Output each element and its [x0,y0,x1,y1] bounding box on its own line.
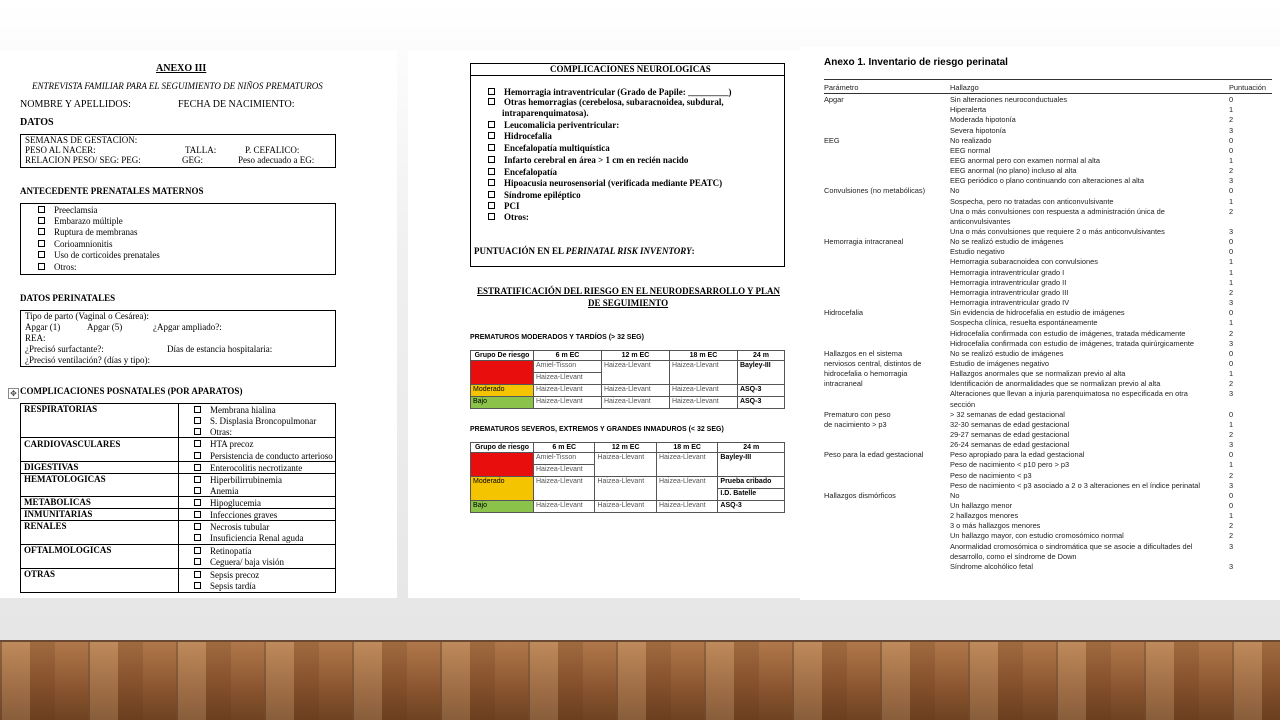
finding-cell: EEG anormal (no plano) incluso al alta [950,166,1077,175]
score-cell: 0 [1229,135,1234,145]
score-cell: 2 [1229,470,1234,480]
parameter-cell: hidrocefalia o hemorragia [824,369,908,379]
group-moderado: Moderado [471,477,534,501]
finding-cell: 32-30 semanas de edad gestacional [950,419,1070,429]
col-puntuacion: Puntuación [1229,83,1266,92]
table1-caption: PREMATUROS MODERADOS Y TARDÍOS (> 32 SEG) [470,334,644,341]
parameter-cell: intracraneal [824,379,863,389]
score-cell: 0 [1229,308,1234,318]
finding-cell: No realizado [950,135,992,145]
table2-caption: PREMATUROS SEVEROS, EXTREMOS Y GRANDES INMADUROS (< 32 SEG) [470,426,724,433]
group-bajo: Bajo [471,397,534,409]
parameter-cell: Hallazgos en el sistema [824,348,903,358]
group-alto: Alto [471,453,534,477]
finding-cell: > 32 semanas de edad gestacional [950,409,1065,419]
page1-subtitle: ENTREVISTA FAMILIAR PARA EL SEGUIMIENTO DE NIÑOS PREMATUROS [32,81,323,91]
score-cell: 3 [1229,561,1234,571]
finding-cell: No se realizó estudio de imágenes [950,237,1064,247]
score-cell: 1 [1229,419,1234,429]
score-cell: 1 [1229,511,1234,521]
score-cell: 2 [1229,115,1234,125]
score-cell: 3 [1229,480,1234,490]
parameter-cell: Hallazgos dismórficos [824,490,896,500]
finding-cell: Hemorragia intraventricular grado IV [950,298,1070,307]
wood-floor [0,642,1280,720]
finding-cell: 3 o más hallazgos menores [950,521,1041,531]
prenatal-item: Preeclamsia [38,205,97,215]
parameter-cell: Hidrocefalia [824,308,864,318]
finding-cell: EEG periódico o plano continuando con alteraciones al alta [950,176,1144,186]
score-cell: 2 [1229,287,1234,297]
finding-cell: Identificación de anormalidades que se normalizan previo al alta [950,379,1161,389]
risk-table-moderate-late: Grupo De riesgo 6 m EC 12 m EC 18 m EC 24 m Alto Amiel-Tisson Haizea-Llevant Haizea-Llevant Bayley-III Haizea-Llevant Moderado Haizea-Llevant Haizea-Llevant Haizea-Llevant ASQ-3 Bajo Haizea-Llevant Haizea-Llevant Haizea-Llevant ASQ-3 [470,350,785,409]
score-cell: 2 [1229,429,1234,439]
parameter-cell: Prematuro con peso [824,409,891,419]
birth-weight: PESO AL NACER: [25,145,96,155]
score-cell: 1 [1229,196,1234,206]
finding-cell: Peso de nacimiento < p3 asociado a 2 o 3 alteraciones en el índice perinatal [950,480,1201,490]
height: TALLA: [185,145,217,155]
score-cell: 1 [1229,460,1234,470]
score-cell: 0 [1229,186,1234,196]
score-cell: 3 [1229,298,1234,307]
system-label: INMUNITARIAS [24,509,93,519]
score-cell: 3 [1229,541,1234,551]
finding-cell: Estudio de imágenes negativo [950,358,1050,368]
system-label: HEMATOLOGICAS [24,474,106,484]
score-cell: 3 [1229,338,1234,348]
finding-cell: Hallazgos anormales que se normalizan previo al alta [950,369,1126,379]
finding-cell: Sin evidencia de hidrocefalia en estudio de imágenes [950,308,1125,318]
apgar-extended: ¿Apgar ampliado?: [153,322,222,332]
score-cell: 2 [1229,206,1234,216]
score-cell: 1 [1229,267,1234,277]
col-param: Parámetro [824,83,859,92]
parameter-cell: de nacimiento > p3 [824,419,887,429]
score-cell: 0 [1229,501,1234,510]
finding-cell: Una o más convulsiones con respuesta a administración única de [950,206,1165,216]
score-cell: 2 [1229,166,1234,175]
page-anexo-1 [800,47,1280,600]
score-cell: 0 [1229,490,1234,500]
posnatal-heading: COMPLICACIONES POSNATALES (POR APARATOS) [20,386,243,396]
prenatal-heading: ANTECEDENTE PRENATALES MATERNOS [20,186,204,196]
head-circumference: P. CEFALICO: [245,145,300,155]
finding-cell: Hidrocefalia confirmada con estudio de imágenes, tratada quirúrgicamente [950,338,1195,348]
finding-cell: EEG anormal pero con examen normal al alta [950,155,1100,165]
prenatal-item: Otros: [38,262,77,272]
surfactant: ¿Precisó surfactante?: [25,344,104,354]
system-label: DIGESTIVAS [24,462,79,472]
page1-title: ANEXO III [156,63,207,74]
name-label: NOMBRE Y APELLIDOS: [20,99,131,110]
group-moderado: Moderado [471,385,534,397]
delivery-type: Tipo de parto (Vaginal o Cesárea): [25,311,149,321]
score-cell: 0 [1229,409,1234,419]
finding-cell: Hemorragia subaracnoidea con convulsiones [950,257,1098,267]
finding-cell: Hemorragia intraventricular grado II [950,277,1067,287]
page-neuro-stratification: COMPLICACIONES NEUROLOGICAS Hemorragia intraventricular (Grado de Papile: _________) Otras hemorragias (cerebelosa, subaracnoidea, subdural, intraparenquimatosa). Leucomalicia periventricular: Hidrocefalia Encefalopatía multiquística Infarto cerebral en área > 1 cm en recién nacido Encefalopatía Hipoacusia neurosensorial (verificada mediante PEATC) Síndrome epiléptico PCI Otros: PUNTUACIÓN EN EL PERINATAL RISK INVENTORY: ESTRATIFICACIÓN DEL RIESGO EN EL NEURODESARROLLO Y PLAN DE SEGUIMIENTO PREMATUROS MODERADOS Y TARDÍOS (> 32 SEG) Grupo De riesgo 6 m EC 12 m EC 18 m EC 24 m Alto Amiel-Tisson Haizea-Llevant Haizea-Llevant Bayley-III Haizea-Llevant Moderado Haizea-Llevant Haizea-Llevant Haizea-Llevant ASQ-3 Bajo Haizea-Llevant Haizea-Llevant Haizea-Llevant ASQ-3 PREMATUROS SEVEROS, EXTREMOS Y GRANDES INMADUROS (< 32 SEG) Grupo de riesgo 6 m EC 12 m EC 18 m EC 24 m Alto Amiel-Tisson Haizea-Llevant Haizea-Llevant Bayley-III Haizea-Llevant Moderado Haizea-Llevant Haizea-Llevant Haizea-Llevant Prueba cribado I.D. Batelle Bajo Haizea-Llevant Haizea-Llevant Haizea-Llevant ASQ-3 [408,50,800,598]
col-hallazgo: Hallazgo [950,83,979,92]
finding-cell: Severa hipotonía [950,125,1006,135]
finding-cell: Un hallazgo mayor, con estudio cromosómico normal [950,531,1124,541]
gestation-weeks: SEMANAS DE GESTACION: [25,135,138,145]
finding-cell: 26-24 semanas de edad gestacional [950,440,1070,450]
score-cell: 1 [1229,155,1234,165]
score-cell: 0 [1229,237,1234,247]
apgar-5: Apgar (5) [87,322,123,332]
score-cell: 0 [1229,247,1234,257]
score-cell: 1 [1229,105,1234,115]
score-cell: 1 [1229,369,1234,379]
finding-cell: Un hallazgo menor [950,501,1013,510]
page-anexo-iii: ANEXO III ENTREVISTA FAMILIAR PARA EL SEGUIMIENTO DE NIÑOS PREMATUROS NOMBRE Y APELLIDOS: FECHA DE NACIMIENTO: DATOS SEMANAS DE GESTACION: PESO AL NACER: TALLA: P. CEFALICO: RELACION PESO/ SEG: PEG: GEG: Peso adecuado a EG: ANTECEDENTE PRENATALES MATERNOS Preeclamsia Embarazo múltiple Ruptura de membranas Corioamnionitis Uso de corticoides prenatales Otros: DATOS PERINATALES Tipo de parto (Vaginal o Cesárea): Apgar (1) Apgar (5) ¿Apgar ampliado?: REA: ¿Precisó surfactante?: Días de estancia hospitalaria: ¿Precisó ventilación? (días y tipo): ✥ COMPLICACIONES POSNATALES (POR APARATOS) RESPIRATORIAS Membrana hialina S. Displasia Broncopulmonar Otras: CARDIOVASCULARES HTA precoz Persistencia de conducto arterioso DIGESTIVAS Enterocolitis necrotizante HEMATOLOGICAS Hiperbilirrubinemia Anemia METABOLICAS Hipoglucemia INMUNITARIAS Infecciones graves RENALES Necrosis tubular Insuficiencia Renal aguda OFTALMOLOGICAS Retinopatía Ceguera/ baja visión OTRAS Sepsis precoz Sepsis tardía [0,50,397,598]
finding-cell: Hemorragia intraventricular grado I [950,267,1065,277]
strat-title-2: DE SEGUIMIENTO [588,298,669,308]
finding-cell: EEG normal [950,145,991,155]
finding-cell: 2 hallazgos menores [950,511,1019,521]
parameter-cell: Peso para la edad gestacional [824,450,924,460]
score-cell: 3 [1229,125,1234,135]
system-label: CARDIOVASCULARES [24,439,121,449]
finding-cell: sección [950,399,976,409]
system-label: RESPIRATORIAS [24,404,98,414]
score-cell: 3 [1229,440,1234,450]
parameter-cell: Hemorragia intracraneal [824,237,904,247]
score-cell: 2 [1229,328,1234,338]
finding-cell: desarrollo, como el síndrome de Down [950,551,1077,561]
score-cell: 1 [1229,318,1234,328]
finding-cell: No se realizó estudio de imágenes [950,348,1064,358]
prenatal-item: Ruptura de membranas [38,227,137,237]
parameter-cell: EEG [824,135,840,145]
adequate-weight: Peso adecuado a EG: [238,155,315,165]
finding-cell: Peso apropiado para la edad gestacional [950,450,1085,460]
finding-cell: Una o más convulsiones que requiere 2 o más anticonvulsivantes [950,227,1165,236]
finding-cell: Anormalidad cromosómica o sindromática que se asocie a dificultades del [950,541,1193,551]
neuro-heading: COMPLICACIONES NEUROLOGICAS [550,64,711,74]
score-cell: 0 [1229,450,1234,460]
group-alto: Alto [471,361,534,385]
score-cell: 0 [1229,358,1234,368]
finding-cell: Alteraciones que llevan a injuria parenquimatosa no especificada en otra [950,389,1188,399]
score-cell: 3 [1229,389,1234,399]
group-bajo: Bajo [471,501,534,513]
finding-cell: Sospecha, pero no tratadas con anticonvulsivante [950,196,1114,206]
finding-cell: Peso de nacimiento < p10 pero > p3 [950,460,1070,470]
finding-cell: Hiperalerta [950,105,987,115]
score-cell: 2 [1229,379,1234,389]
score-cell: 0 [1229,348,1234,358]
system-label: OTRAS [24,569,56,579]
finding-cell: Síndrome alcohólico fetal [950,561,1033,571]
strat-title: ESTRATIFICACIÓN DEL RIESGO EN EL NEURODESARROLLO Y PLAN [477,286,780,296]
system-label: OFTALMOLOGICAS [24,545,112,555]
datos-heading: DATOS [20,117,54,128]
finding-cell: Sospecha clínica, resuelta espontáneamente [950,318,1098,328]
finding-cell: Moderada hipotonía [950,115,1016,125]
finding-cell: Sin alteraciones neuroconductuales [950,95,1068,104]
parameter-cell: nerviosos central, distintos de [824,358,922,368]
system-label: METABOLICAS [24,497,91,507]
system-label: RENALES [24,521,67,531]
score-cell: 1 [1229,257,1234,267]
finding-cell: 29-27 semanas de edad gestacional [950,429,1070,439]
score-cell: 1 [1229,277,1234,287]
finding-cell: anticonvulsivantes [950,216,1011,226]
finding-cell: Hemorragia intraventricular grado III [950,287,1069,297]
move-handle-icon[interactable]: ✥ [8,388,19,399]
weight-relation: RELACION PESO/ SEG: PEG: [25,155,141,165]
page3-title: Anexo 1. Inventario de riesgo perinatal [824,57,1008,68]
score-cell: 0 [1229,95,1234,104]
birth-label: FECHA DE NACIMIENTO: [178,99,295,110]
perinatal-heading: DATOS PERINATALES [20,293,116,303]
score-cell: 3 [1229,227,1234,236]
finding-cell: Estudio negativo [950,247,1005,257]
score-cell: 2 [1229,531,1234,541]
parameter-cell: Convulsiones (no metabólicas) [824,186,926,196]
finding-cell: No [950,490,960,500]
prenatal-item: Corioamnionitis [38,239,113,249]
finding-cell: No [950,186,960,196]
score-label: PUNTUACIÓN EN EL PERINATAL RISK INVENTORY: [474,246,695,256]
score-cell: 3 [1229,176,1234,186]
rea: REA: [25,333,46,343]
finding-cell: Peso de nacimiento < p3 [950,470,1032,480]
parameter-cell: Apgar [824,95,844,104]
geg: GEG: [182,155,203,165]
apgar-1: Apgar (1) [25,322,61,332]
prenatal-item: Uso de corticoides prenatales [38,250,160,260]
finding-cell: Hidrocefalia confirmada con estudio de imágenes, tratada médicamente [950,328,1186,338]
score-cell: 0 [1229,145,1234,155]
ventilation: ¿Precisó ventilación? (días y tipo): [25,355,150,365]
score-cell: 2 [1229,521,1234,531]
risk-table-severe: Grupo de riesgo 6 m EC 12 m EC 18 m EC 24 m Alto Amiel-Tisson Haizea-Llevant Haizea-Llevant Bayley-III Haizea-Llevant Moderado Haizea-Llevant Haizea-Llevant Haizea-Llevant Prueba cribado I.D. Batelle Bajo Haizea-Llevant Haizea-Llevant Haizea-Llevant ASQ-3 [470,442,785,513]
prenatal-item: Embarazo múltiple [38,216,123,226]
hospital-days: Días de estancia hospitalaria: [167,344,273,354]
